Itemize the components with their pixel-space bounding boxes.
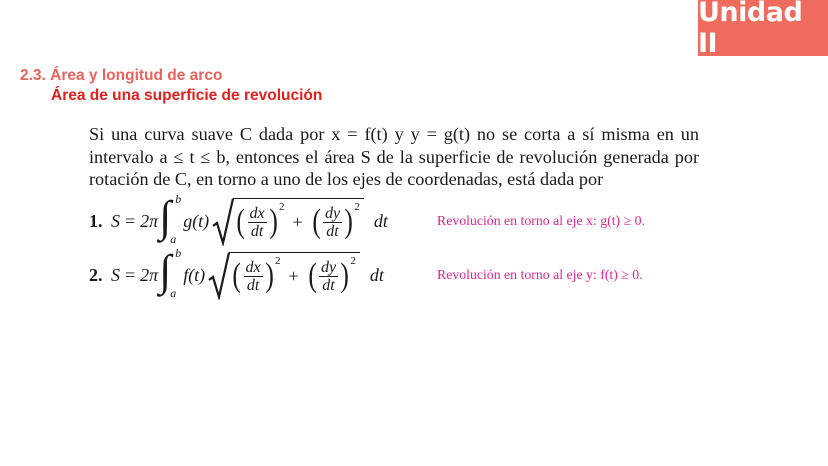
integral-sign: ∫ b a (159, 246, 182, 300)
square-root: ( $\frac{dx}{dt}$ ) 2 + ( $\frac{dy}{dt}$ ) 2 (208, 250, 360, 300)
coefficient: 2π (140, 264, 159, 285)
lower-limit: a (170, 286, 177, 300)
section-title: 2.3. Área y longitud de arco (20, 67, 223, 84)
exponent: 2 (274, 255, 281, 267)
exponent: 2 (350, 255, 356, 267)
formula-lhs: S (111, 264, 120, 285)
integral-sign: ∫ b a (159, 192, 182, 246)
formula-number: 2. (89, 264, 103, 285)
formula-number: 1. (89, 210, 103, 231)
integrand-function: f(t) (183, 264, 206, 285)
formula-lhs: S (111, 210, 120, 231)
exponent: 2 (278, 201, 285, 213)
formula-1-note: Revolución en torno al eje x: g(t) ≥ 0. (437, 213, 645, 228)
fraction-dx-dt: $\frac{dx}{dt}$ (245, 258, 261, 294)
upper-limit: b (175, 246, 182, 260)
equals-sign: = (125, 264, 136, 285)
integrand-function: g(t) (183, 210, 210, 231)
unit-badge: Unidad II (698, 0, 828, 56)
formula-1 (89, 194, 388, 248)
exponent: 2 (354, 201, 360, 213)
plus-sign: + (288, 265, 299, 286)
formula-2-note: Revolución en torno al eje y: f(t) ≥ 0. (437, 267, 643, 282)
lower-limit: a (170, 232, 177, 246)
fraction-dy-dt: $\frac{dy}{dt}$ (324, 204, 341, 240)
subsection-title: Área de una superficie de revolución (51, 87, 323, 104)
fraction-dy-dt: $\frac{dy}{dt}$ (320, 258, 337, 294)
differential: dt (373, 210, 388, 231)
coefficient: 2π (140, 210, 159, 231)
fraction-dx-dt: $\frac{dx}{dt}$ (249, 204, 265, 240)
equals-sign: = (125, 210, 136, 231)
square-root: ( $\frac{dx}{dt}$ ) 2 + ( $\frac{dy}{dt}$ ) 2 (212, 196, 364, 246)
plus-sign: + (292, 211, 303, 232)
formula-2 (89, 248, 384, 302)
theorem-paragraph: Si una curva suave C dada por x = f(t) y y = g(t) no se corta a sí misma en un intervalo a ≤ t ≤ b, entonces el área S de la superficie de revolución generada por rotación de C, en torno a uno de los ejes de coordenadas, está dada por (89, 124, 699, 189)
upper-limit: b (175, 192, 182, 206)
differential: dt (369, 264, 384, 285)
